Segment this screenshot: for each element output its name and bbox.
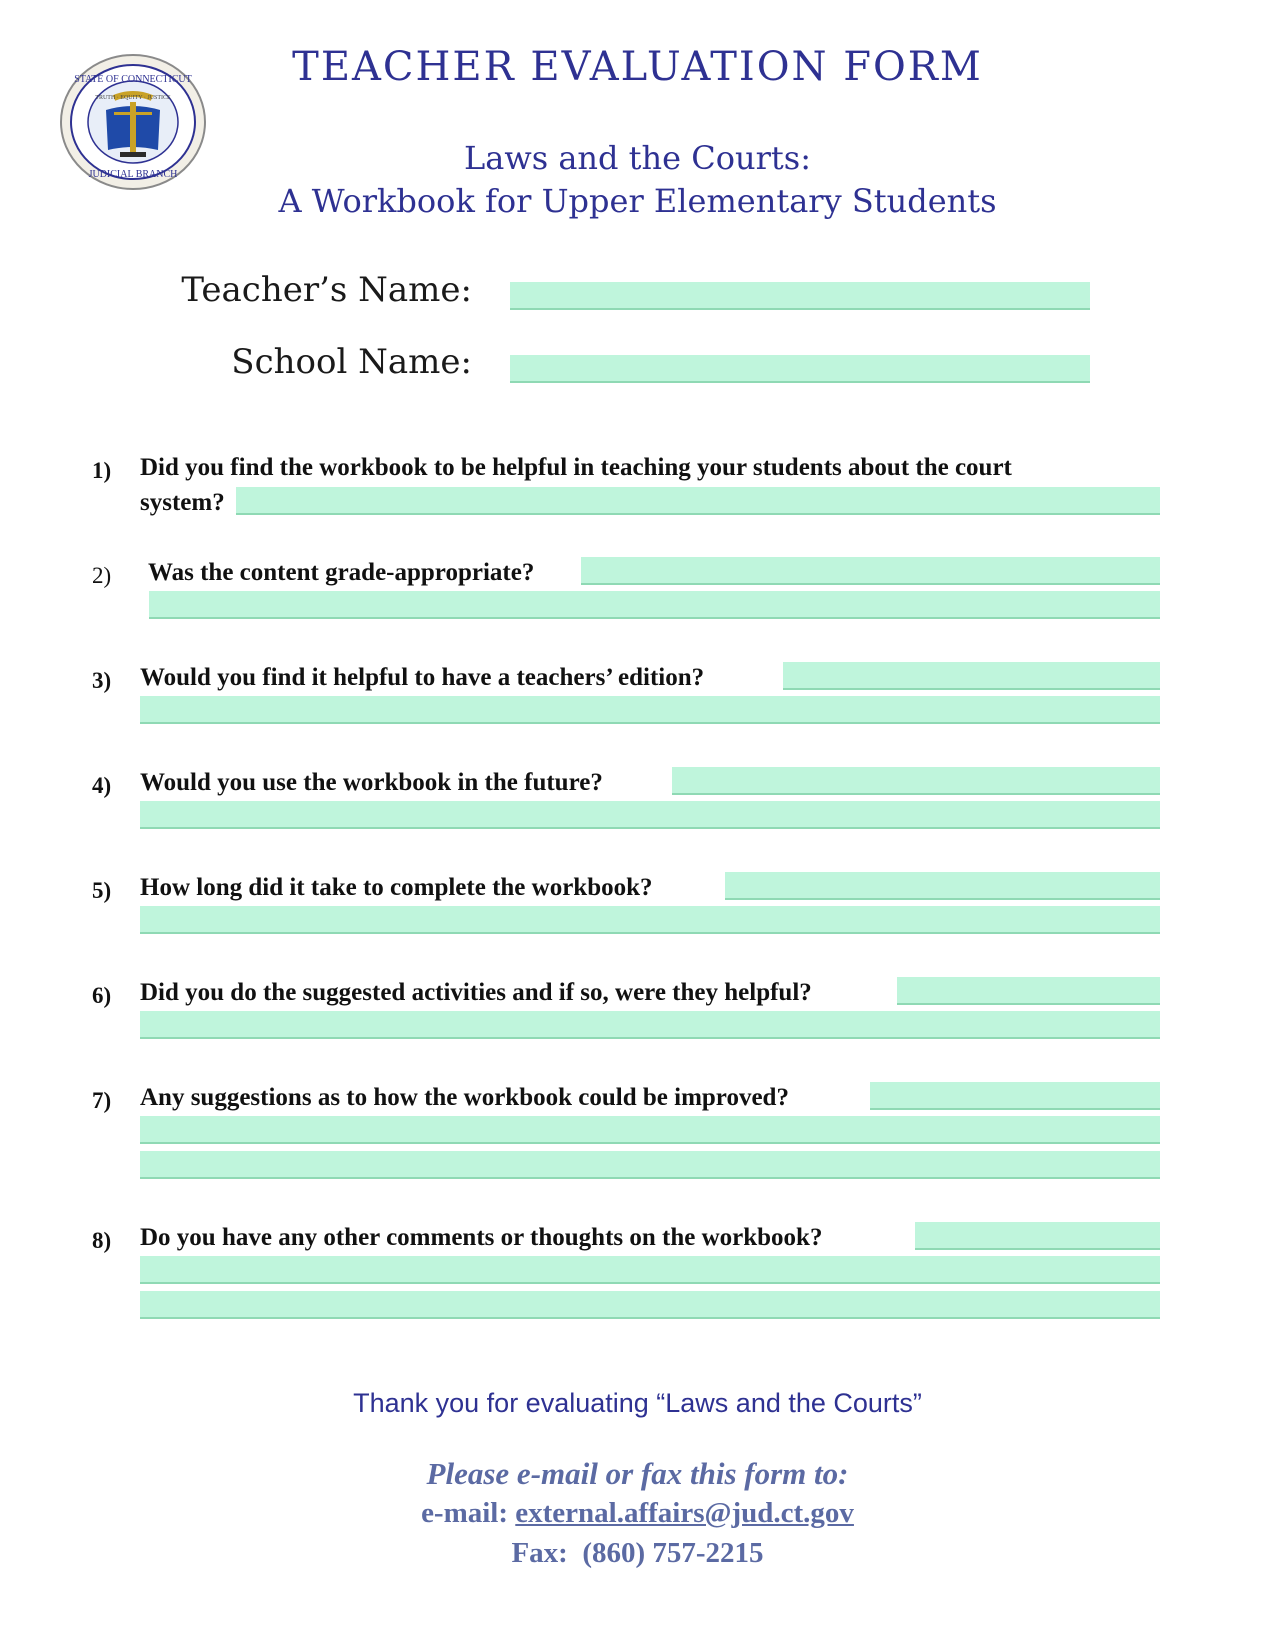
question-7-answer-field-extra-2[interactable] [140, 1151, 1160, 1179]
teacher-name-label: Teacher’s Name: [181, 270, 472, 310]
question-4-answer-field-extra[interactable] [140, 801, 1160, 829]
fax-line [0, 1537, 1275, 1570]
fax-label: Fax: [511, 1537, 568, 1569]
question-5-answer-field-extra[interactable] [140, 906, 1160, 934]
school-name-field[interactable] [510, 355, 1090, 383]
question-1-text-line1: Did you find the workbook to be helpful in teaching your students about the court [140, 454, 1012, 481]
question-7-answer-field-extra-1[interactable] [140, 1116, 1160, 1144]
question-3-answer-field-extra[interactable] [140, 696, 1160, 724]
question-1-answer-field[interactable] [236, 487, 1160, 515]
question-7-text: Any suggestions as to how the workbook could be improved? [140, 1084, 789, 1111]
question-number: 8) [92, 1228, 112, 1253]
question-number: 2) [92, 563, 112, 588]
question-4-answer-field[interactable] [672, 767, 1160, 795]
question-number: 5) [92, 878, 112, 903]
question-8-answer-field-extra-2[interactable] [140, 1291, 1160, 1319]
question-6-answer-field[interactable] [897, 977, 1160, 1005]
question-8-text: Do you have any other comments or thoughts on the workbook? [140, 1224, 823, 1251]
teacher-name-field[interactable] [510, 282, 1090, 310]
question-4-text: Would you use the workbook in the future? [140, 769, 603, 796]
question-3-text: Would you find it helpful to have a teachers’ edition? [140, 664, 705, 691]
email-label: e-mail: [421, 1497, 509, 1529]
email-line [0, 1497, 1275, 1530]
question-2-answer-field-extra[interactable] [149, 591, 1160, 619]
page-title: TEACHER EVALUATION FORM [292, 44, 983, 90]
seal-ring-text-top: STATE OF CONNECTICUT [74, 74, 192, 85]
workbook-title-line1: Laws and the Courts: [464, 139, 811, 177]
question-number: 7) [92, 1088, 112, 1113]
seal-motto: TRUTH · EQUITY · JUSTICE [95, 95, 171, 101]
email-link[interactable]: external.affairs@jud.ct.gov [515, 1497, 854, 1529]
fax-number: (860) 757-2215 [582, 1537, 764, 1569]
workbook-title-line2: A Workbook for Upper Elementary Students [278, 182, 997, 220]
question-1-text-line2: system? [140, 489, 225, 516]
question-8-answer-field-extra-1[interactable] [140, 1256, 1160, 1284]
question-5-text: How long did it take to complete the workbook? [140, 874, 653, 901]
question-2-answer-field[interactable] [581, 557, 1160, 585]
question-6-text: Did you do the suggested activities and if so, were they helpful? [140, 979, 812, 1006]
question-number: 3) [92, 668, 112, 693]
question-5-answer-field[interactable] [725, 872, 1160, 900]
thank-you-message: Thank you for evaluating “Laws and the Courts” [353, 1388, 922, 1418]
seal-ring-text-bottom: JUDICIAL BRANCH [88, 169, 178, 180]
school-name-label: School Name: [231, 342, 472, 382]
question-8-answer-field[interactable] [915, 1222, 1160, 1250]
question-number: 6) [92, 983, 112, 1008]
question-7-answer-field[interactable] [870, 1082, 1160, 1110]
question-number: 4) [92, 773, 112, 798]
question-3-answer-field[interactable] [783, 662, 1160, 690]
question-6-answer-field-extra[interactable] [140, 1011, 1160, 1039]
question-number: 1) [92, 458, 112, 483]
submission-instruction: Please e-mail or fax this form to: [426, 1456, 849, 1491]
question-2-text: Was the content grade-appropriate? [148, 559, 535, 586]
